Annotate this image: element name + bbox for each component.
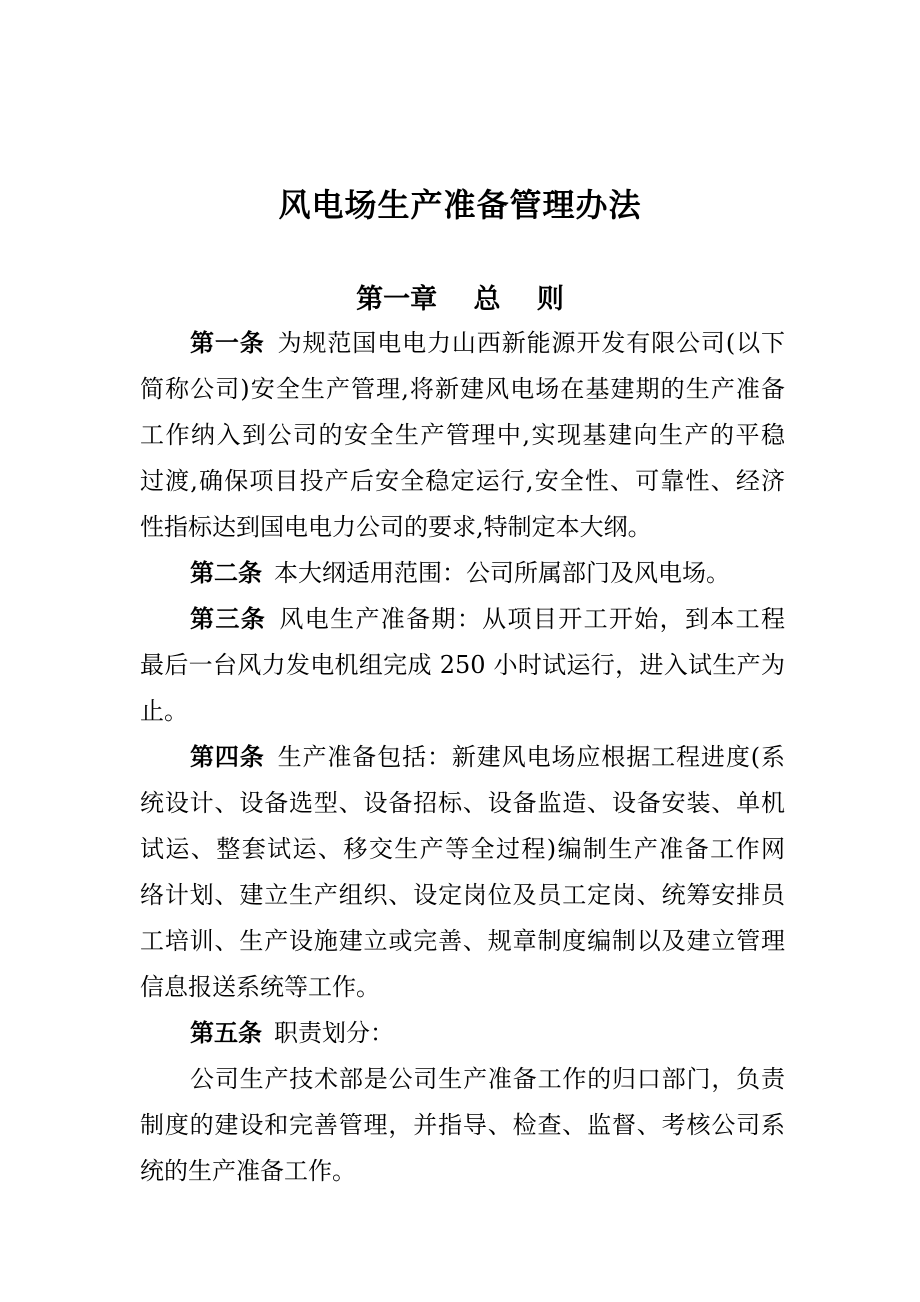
- line-text: 止。: [140, 697, 188, 725]
- line-text: 信息报送系统等工作。: [140, 973, 380, 1001]
- paragraph-line: [140, 458, 785, 504]
- line-text: 性指标达到国电电力公司的要求,特制定本大纲。: [140, 513, 652, 541]
- line-text: 本大纲适用范围：公司所属部门及风电场。: [274, 559, 730, 587]
- line-text: 生产准备包括：新建风电场应根据工程进度(系: [276, 743, 785, 771]
- article-label: 第五条: [190, 1018, 262, 1047]
- paragraph-line: [140, 1056, 785, 1102]
- line-text: 简称公司)安全生产管理,将新建风电场在基建期的生产准备: [140, 375, 785, 403]
- paragraph-line: [140, 918, 785, 964]
- line-text: 统的生产准备工作。: [140, 1157, 356, 1185]
- article-label: 第四条: [190, 742, 265, 771]
- paragraph-line: [140, 504, 785, 550]
- paragraph-line: [140, 642, 785, 688]
- line-text: 公司生产技术部是公司生产准备工作的归口部门，负责: [190, 1065, 785, 1093]
- paragraph-line: [140, 1102, 785, 1148]
- article-paragraph: [140, 596, 785, 734]
- document-title: 风电场生产准备管理办法: [278, 186, 642, 224]
- paragraph-line: [140, 412, 785, 458]
- paragraph-line: [140, 734, 785, 780]
- paragraph-line: [140, 596, 785, 642]
- article-paragraph: [140, 1010, 785, 1056]
- line-text: 职责划分：: [274, 1019, 394, 1047]
- paragraph-line: [140, 826, 785, 872]
- article-paragraph: [140, 550, 785, 596]
- line-text: 络计划、建立生产组织、设定岗位及员工定岗、统筹安排员: [140, 881, 785, 909]
- paragraph-line: [140, 320, 785, 366]
- line-text: 统设计、设备选型、设备招标、设备监造、设备安装、单机: [140, 789, 785, 817]
- paragraph-line: [140, 1010, 785, 1056]
- paragraph-line: [140, 688, 785, 734]
- article-label: 第三条: [190, 604, 267, 633]
- line-text: 风电生产准备期：从项目开工开始，到本工程: [278, 605, 786, 633]
- line-text: 最后一台风力发电机组完成 250 小时试运行，进入试生产为: [140, 651, 785, 679]
- line-text: 试运、整套试运、移交生产等全过程)编制生产准备工作网: [140, 835, 785, 863]
- article-paragraph: [140, 734, 785, 1010]
- line-text: 工培训、生产设施建立或完善、规章制度编制以及建立管理: [140, 927, 785, 955]
- line-text: 为规范国电电力山西新能源开发有限公司(以下: [276, 329, 785, 357]
- paragraph-line: [140, 780, 785, 826]
- line-text: 工作纳入到公司的安全生产管理中,实现基建向生产的平稳: [140, 421, 785, 449]
- article-label: 第二条: [190, 558, 262, 587]
- article-label: 第一条: [190, 328, 265, 357]
- document-body: [140, 320, 785, 1194]
- line-text: 制度的建设和完善管理，并指导、检查、监督、考核公司系: [140, 1111, 785, 1139]
- paragraph-line: [140, 550, 785, 596]
- article-paragraph: [140, 320, 785, 550]
- chapter-heading: 第一章 总 则: [356, 284, 564, 315]
- paragraph-line: [140, 366, 785, 412]
- line-text: 过渡,确保项目投产后安全稳定运行,安全性、可靠性、经济: [140, 467, 785, 495]
- paragraph-line: [140, 1148, 785, 1194]
- paragraph-line: [140, 872, 785, 918]
- paragraph-line: [140, 964, 785, 1010]
- article-paragraph: [140, 1056, 785, 1194]
